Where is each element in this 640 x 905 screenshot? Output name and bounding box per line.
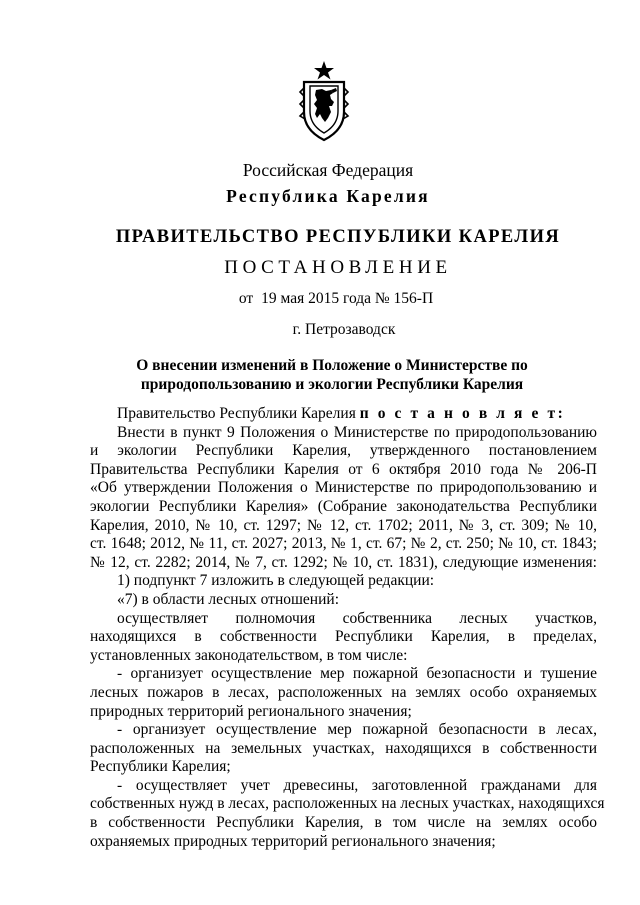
body-line: «Об утверждении Положения о Министерстве по природопользованию и bbox=[90, 479, 597, 497]
subject-line: О внесении изменений в Положение о Министерстве по bbox=[136, 357, 528, 374]
subject-line: природопользованию и экологии Республики Карелия bbox=[140, 376, 524, 393]
body-line: № 12, ст. 2282; 2014, № 7, ст. 1292; № 10, ст. 1831), следующие изменения: bbox=[90, 553, 597, 571]
document-date: 19 мая 2015 года № 156-П bbox=[261, 290, 434, 307]
body-line: 1) подпункт 7 изложить в следующей редакции: bbox=[117, 572, 435, 590]
body-line: установленных законодательством, в том числе: bbox=[90, 646, 408, 664]
date-prefix: от bbox=[238, 290, 254, 307]
body-line: собственных нужд в лесах, расположенных на лесных участках, находящихся bbox=[90, 795, 605, 813]
coat-of-arms-icon bbox=[298, 60, 350, 142]
body-line: и экологии Республики Карелия, утвержденного постановлением bbox=[90, 442, 597, 460]
document-city: г. Петрозаводск bbox=[292, 321, 396, 338]
body-line: природных территорий регионального значения; bbox=[90, 702, 412, 720]
body-line: в собственности Республики Карелия, в том числе на землях особо bbox=[90, 814, 597, 832]
government-name: ПРАВИТЕЛЬСТВО РЕСПУБЛИКИ КАРЕЛИЯ bbox=[115, 227, 561, 247]
document-subject bbox=[12, 356, 640, 394]
document-date-line bbox=[16, 290, 640, 308]
body-line: - осуществляет учет древесины, заготовленной гражданами для bbox=[117, 776, 597, 794]
body-line: находящихся в собственности Республики Карелия, в пределах, bbox=[90, 628, 597, 646]
body-line: ст. 1648; 2012, № 11, ст. 2027; 2013, № 1, ст. 67; № 2, ст. 250; № 10, ст. 1843; bbox=[90, 535, 597, 553]
body-line: лесных пожаров в лесах, расположенных на землях особо охраняемых bbox=[90, 683, 597, 701]
body-line: расположенных на земельных участках, находящихся в собственности bbox=[90, 739, 597, 757]
body-line: охраняемых природных территорий регионального значения; bbox=[90, 832, 496, 850]
intro-text: Правительство Республики Карелия bbox=[117, 405, 360, 422]
intro-emphasis: п о с т а н о в л я е т: bbox=[359, 405, 566, 422]
body-line: Карелия, 2010, № 10, ст. 1297; № 12, ст. 1702; 2011, № 3, ст. 309; № 10, bbox=[90, 516, 597, 534]
body-line: Внести в пункт 9 Положения о Министерстве по природопользованию bbox=[117, 423, 597, 441]
body-line: осуществляет полномочия собственника лесных участков, bbox=[117, 609, 597, 627]
document-body bbox=[90, 405, 605, 851]
body-line: - организует осуществление мер пожарной безопасности и тушение bbox=[117, 665, 597, 683]
body-line: - организует осуществление мер пожарной безопасности в лесах, bbox=[117, 721, 597, 739]
body-line: Республики Карелия; bbox=[90, 758, 231, 776]
intro-line bbox=[90, 405, 597, 424]
body-line: экологии Республики Карелия» (Собрание законодательства Республики bbox=[90, 497, 597, 515]
body-line: Правительства Республики Карелия от 6 октября 2010 года № 206-П bbox=[90, 460, 597, 478]
country-name: Российская Федерация bbox=[242, 160, 414, 180]
republic-name: Республика Карелия bbox=[226, 186, 430, 206]
body-line: «7) в области лесных отношений: bbox=[117, 590, 340, 608]
document-type: ПОСТАНОВЛЕНИЕ bbox=[224, 257, 452, 278]
